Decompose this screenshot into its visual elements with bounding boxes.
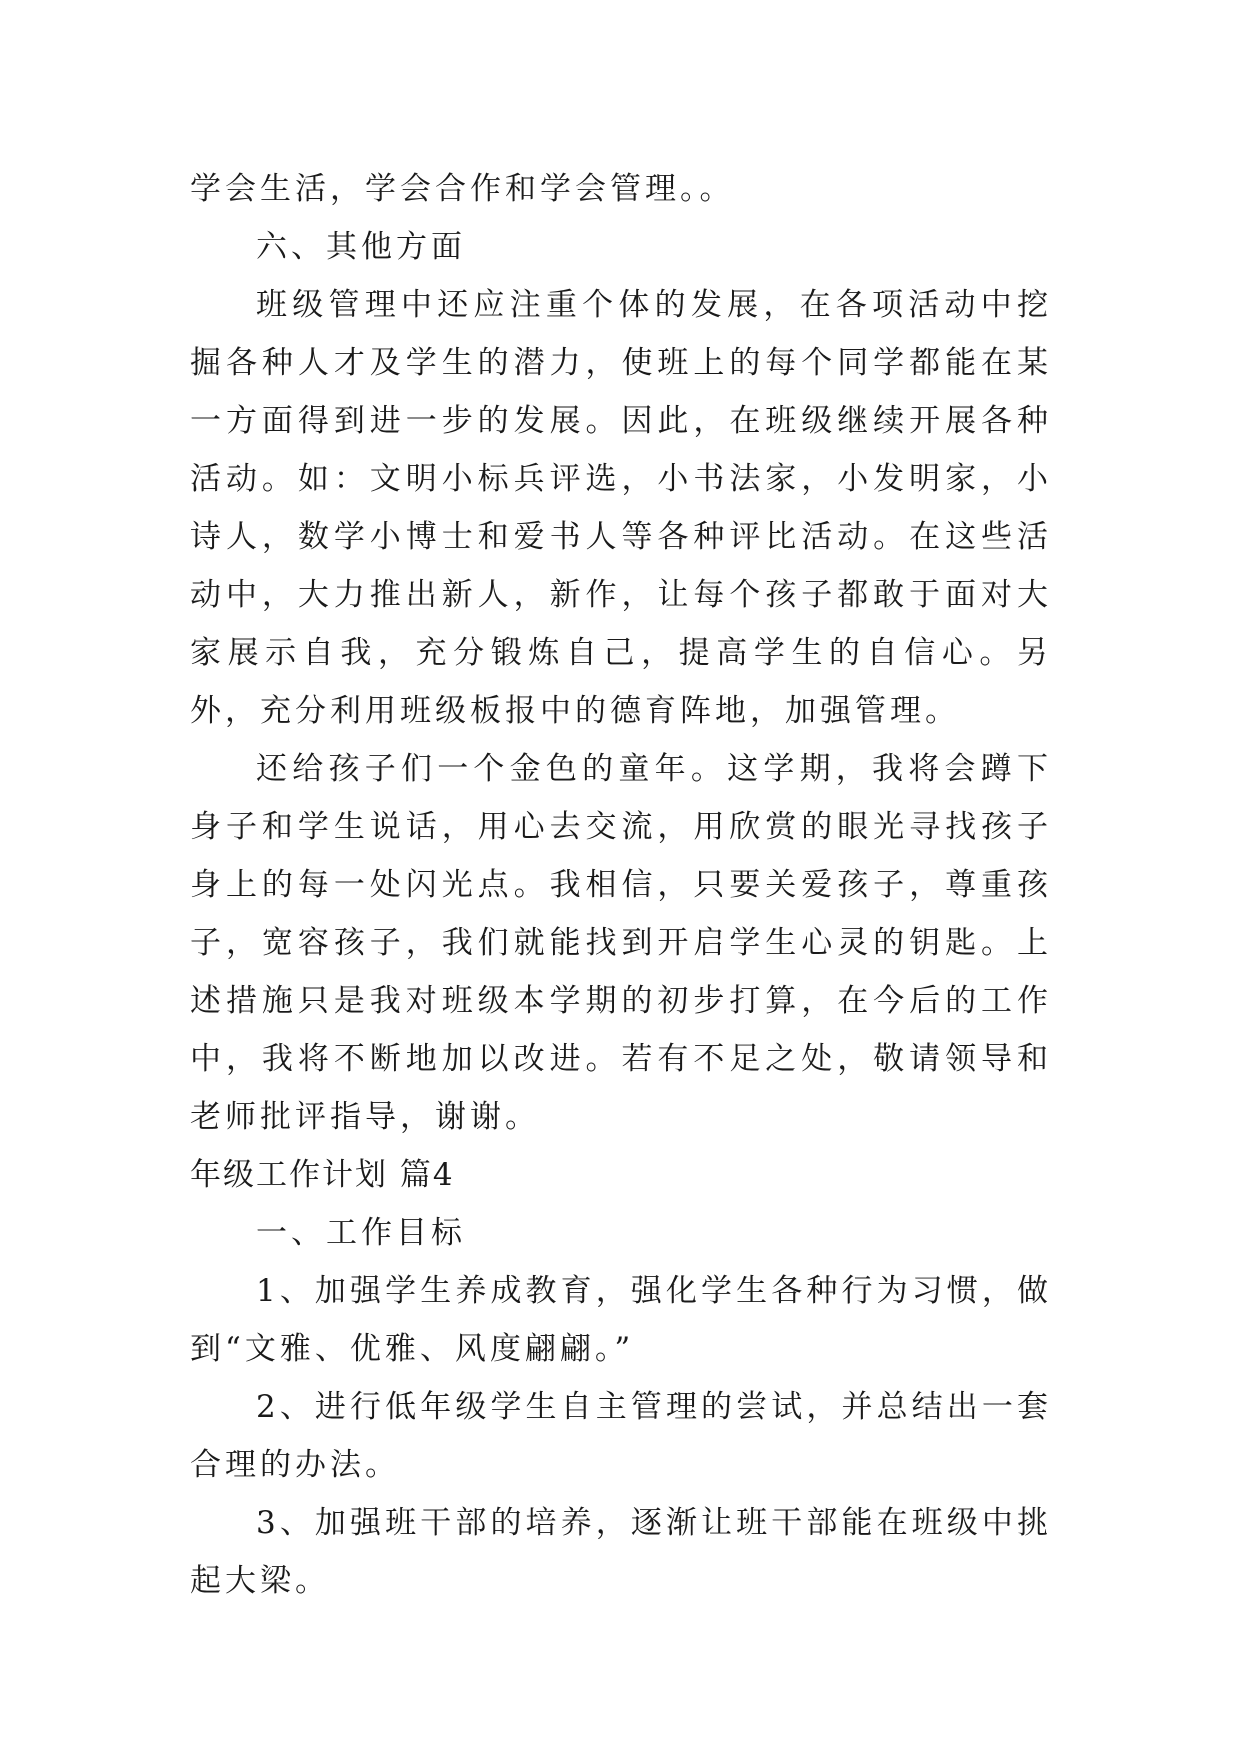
paragraph-golden-childhood: 还给孩子们一个金色的童年。这学期，我将会蹲下身子和学生说话，用心去交流，用欣赏的眼光寻找孩子身上的每一处闪光点。我相信，只要关爱孩子，尊重孩子，宽容孩子，我们就能找到开启学生心灵的钥匙。上述措施只是我对班级本学期的初步打算，在今后的工作中，我将不断地加以改进。若有不足之处，敬请领导和老师批评指导，谢谢。 [190,751,1052,1135]
paragraph-individual-development: 班级管理中还应注重个体的发展，在各项活动中挖掘各种人才及学生的潜力，使班上的每个同学都能在某一方面得到进一步的发展。因此，在班级继续开展各种活动。如：文明小标兵评选，小书法家，小发明家，小诗人，数学小博士和爱书人等各种评比活动。在这些活动中，大力推出新人，新作，让每个孩子都敢于面对大家展示自我，充分锻炼自己，提高学生的自信心。另外，充分利用班级板报中的德育阵地，加强管理。 [190,287,1052,729]
document-body [190,160,1052,1610]
list-item-goal-1: 1、加强学生养成教育，强化学生各种行为习惯，做到“文雅、优雅、风度翩翩。” [190,1273,1052,1367]
list-item-goal-2: 2、进行低年级学生自主管理的尝试，并总结出一套合理的办法。 [190,1389,1052,1483]
list-item-goal-3: 3、加强班干部的培养，逐渐让班干部能在班级中挑起大梁。 [190,1505,1052,1599]
article-title: 年级工作计划 篇4 [190,1157,455,1193]
section-heading-other-aspects: 六、其他方面 [256,229,466,265]
paragraph-continuation: 学会生活，学会合作和学会管理。。 [190,171,735,207]
section-heading-work-goals: 一、工作目标 [256,1215,466,1251]
